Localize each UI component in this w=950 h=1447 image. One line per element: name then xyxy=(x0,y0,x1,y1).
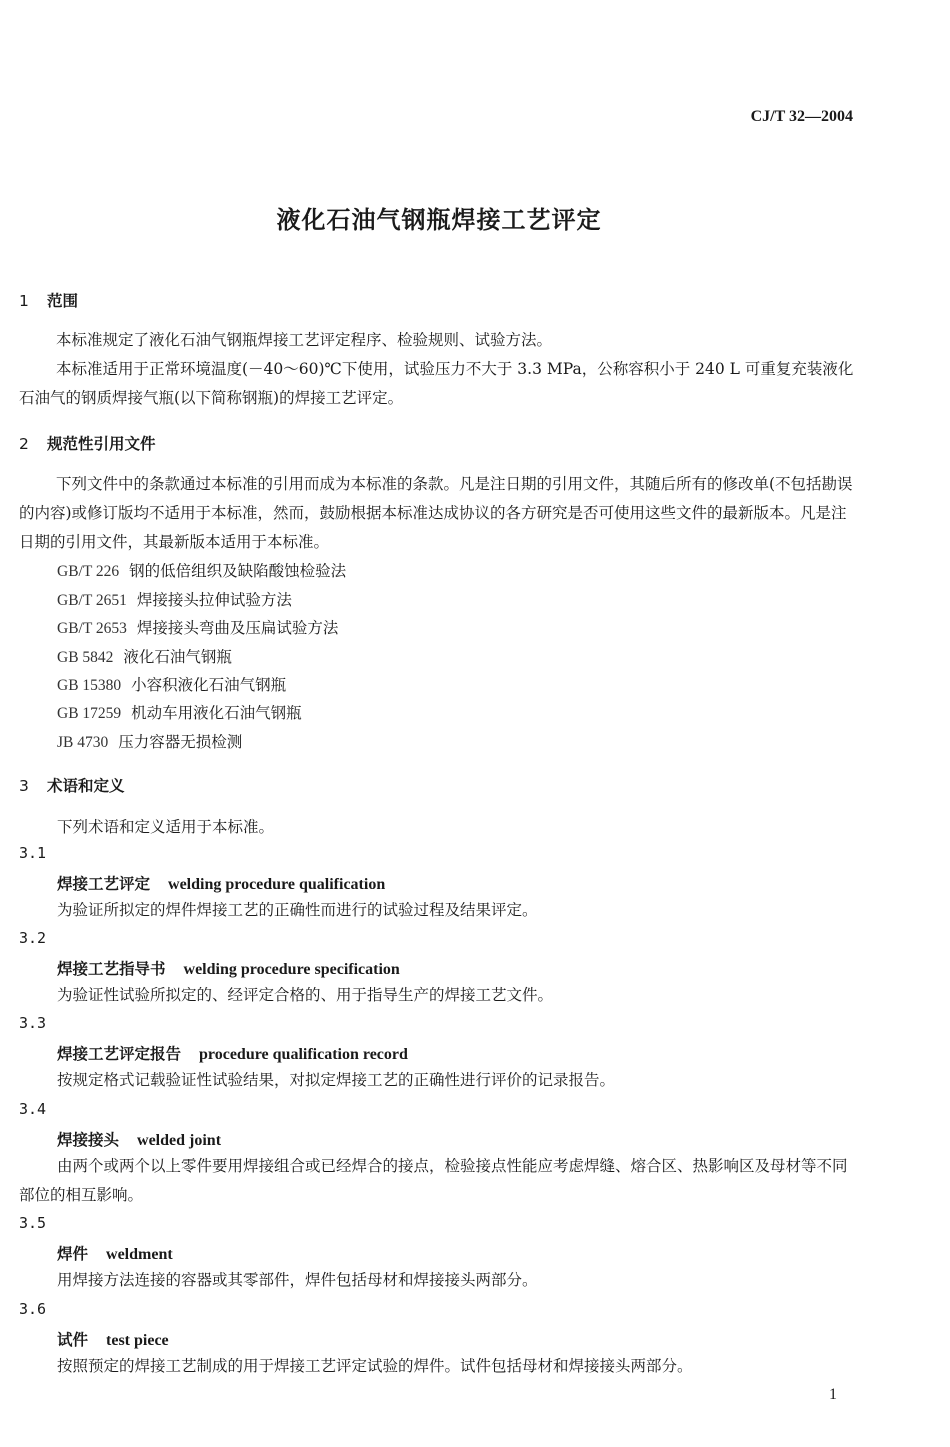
term-number: 3.1 xyxy=(19,844,47,862)
section-title: 术语和定义 xyxy=(47,777,125,795)
reference-title: 小容积液化石油气钢瓶 xyxy=(131,676,287,694)
section-number: 1 xyxy=(19,292,29,310)
term-definition: 按照预定的焊接工艺制成的用于焊接工艺评定试验的焊件。试件包括母材和焊接接头两部分。 xyxy=(57,1357,693,1375)
term-definition: 为验证所拟定的焊件焊接工艺的正确性而进行的试验过程及结果评定。 xyxy=(57,901,538,919)
section-2-heading xyxy=(19,432,156,454)
term-heading xyxy=(57,1042,408,1064)
paragraph: 本标准适用于正常环境温度(－40～60)℃下使用，试验压力不大于 3.3 MPa，公称容积小于 240 L 可重复充装液化石油气的钢质焊接气瓶(以下简称钢瓶)的焊接工艺评定。 xyxy=(19,360,854,407)
term-number: 3.2 xyxy=(19,929,47,947)
section-title: 范围 xyxy=(47,292,79,310)
section-number: 3 xyxy=(19,777,29,795)
section-2-body xyxy=(19,470,857,557)
term-zh: 焊接工艺评定报告 xyxy=(57,1045,182,1063)
term-en: procedure qualification record xyxy=(199,1046,408,1063)
term-en: test piece xyxy=(106,1332,169,1349)
section-3-intro: 下列术语和定义适用于本标准。 xyxy=(57,818,275,836)
term-definition: 按规定格式记载验证性试验结果，对拟定焊接工艺的正确性进行评价的记录报告。 xyxy=(57,1071,616,1089)
section-1-body xyxy=(19,326,857,413)
term-en: welding procedure specification xyxy=(183,961,400,978)
reference-code: GB 15380 xyxy=(57,677,122,694)
page-title: 液化石油气钢瓶焊接工艺评定 xyxy=(276,206,602,234)
term-definition: 由两个或两个以上零件要用焊接组合或已经焊合的接点，检验接点性能应考虑焊缝、熔合区、热影响区及母材等不同部位的相互影响。 xyxy=(19,1157,848,1204)
reference-title: 液化石油气钢瓶 xyxy=(123,648,232,666)
reference-title: 钢的低倍组织及缺陷酸蚀检验法 xyxy=(129,562,347,580)
term-definition: 用焊接方法连接的容器或其零部件，焊件包括母材和焊接接头两部分。 xyxy=(57,1271,538,1289)
term-number: 3.6 xyxy=(19,1300,47,1318)
term-en: welding procedure qualification xyxy=(168,876,386,893)
reference-item xyxy=(57,673,286,695)
term-zh: 焊接接头 xyxy=(57,1131,120,1149)
section-title: 规范性引用文件 xyxy=(47,435,156,453)
term-heading xyxy=(57,872,385,894)
term-zh: 焊件 xyxy=(57,1245,89,1263)
term-definition: 为验证性试验所拟定的、经评定合格的、用于指导生产的焊接工艺文件。 xyxy=(57,986,554,1004)
term-zh: 焊接工艺评定 xyxy=(57,875,151,893)
reference-title: 焊接接头弯曲及压扁试验方法 xyxy=(136,619,339,637)
reference-code: JB 4730 xyxy=(57,734,109,751)
term-heading xyxy=(57,957,400,979)
term-zh: 焊接工艺指导书 xyxy=(57,960,166,978)
reference-code: GB/T 226 xyxy=(57,563,120,580)
reference-code: GB/T 2653 xyxy=(57,620,127,637)
paragraph: 本标准规定了液化石油气钢瓶焊接工艺评定程序、检验规则、试验方法。 xyxy=(56,331,553,349)
reference-item xyxy=(57,616,338,638)
paragraph: 下列文件中的条款通过本标准的引用而成为本标准的条款。凡是注日期的引用文件，其随后所有的修改单(不包括勘误的内容)或修订版均不适用于本标准，然而，鼓励根据本标准达成协议的各方研究是否可使用这些文件的最新版本。凡是注日期的引用文件，其最新版本适用于本标准。 xyxy=(19,475,853,551)
section-1-heading xyxy=(19,289,78,311)
section-3-heading xyxy=(19,774,125,796)
term-heading xyxy=(57,1128,221,1150)
term-number: 3.5 xyxy=(19,1214,47,1232)
reference-item xyxy=(57,559,346,581)
reference-code: GB 5842 xyxy=(57,649,114,666)
reference-item xyxy=(57,645,232,667)
reference-title: 压力容器无损检测 xyxy=(118,733,243,751)
reference-item xyxy=(57,730,242,752)
reference-title: 机动车用液化石油气钢瓶 xyxy=(131,704,302,722)
page-number: 1 xyxy=(829,1386,837,1403)
term-number: 3.4 xyxy=(19,1100,47,1118)
term-en: weldment xyxy=(106,1246,173,1263)
term-en: welded joint xyxy=(137,1132,222,1149)
reference-title: 焊接接头拉伸试验方法 xyxy=(136,591,292,609)
reference-code: GB 17259 xyxy=(57,705,122,722)
term-number: 3.3 xyxy=(19,1014,47,1032)
term-heading xyxy=(57,1242,173,1264)
section-number: 2 xyxy=(19,435,29,453)
document-code: CJ/T 32—2004 xyxy=(750,108,853,125)
reference-code: GB/T 2651 xyxy=(57,592,127,609)
term-heading xyxy=(57,1328,169,1350)
reference-item xyxy=(57,701,302,723)
term-zh: 试件 xyxy=(57,1331,89,1349)
reference-item xyxy=(57,588,292,610)
